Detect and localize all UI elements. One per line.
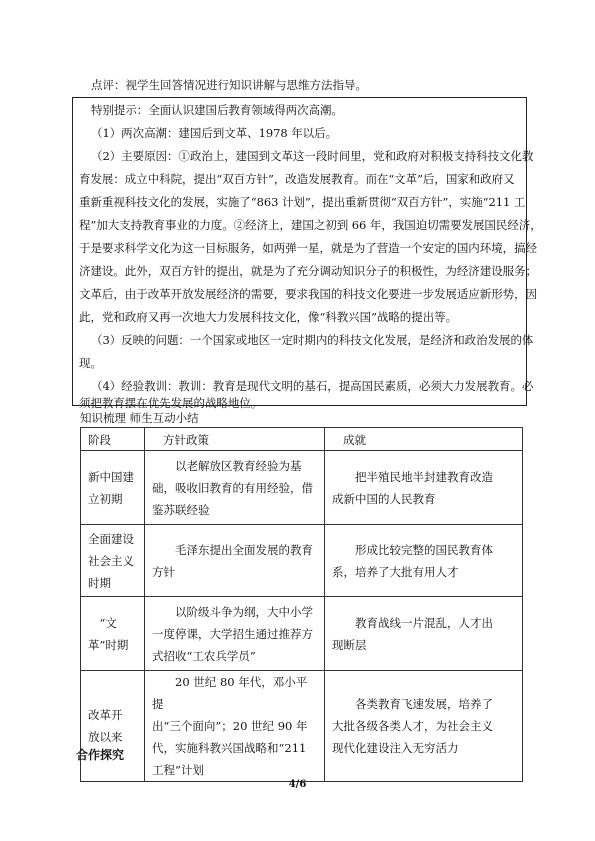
tip-line: 此，党和政府又再一次地大力发展科技文化，像“科教兴国”战略的提出等。 <box>79 310 458 324</box>
achievement-text: 教育战线一片混乱，人才出 现断层 <box>332 615 493 652</box>
policy-cell <box>145 451 325 525</box>
tip-line: 文革后，由于改革开放发展经济的需要，要求我国的科技文化要进一步发展适应新形势，因 <box>79 287 537 301</box>
header-stage: 阶段 <box>81 428 145 451</box>
achievement-text: 形成比较完整的国民教育体 系，培养了大批有用人才 <box>332 542 493 579</box>
stage-cell <box>81 597 145 671</box>
tip-line: 育发展：成立中科院，提出“双百方针”，改造发展教育。而在“文革”后，国家和政府又 <box>79 172 515 186</box>
policy-cell <box>145 597 325 671</box>
header-achievement: 成就 <box>325 428 523 451</box>
tip-line: 现。 <box>79 356 102 370</box>
tip-line: （3）反映的问题：一个国家或地区一定时期内的科技文化发展，是经济和政治发展的体 <box>91 333 534 347</box>
policy-text: 20 世纪 80 年代，邓小平提 出“三个面向”；20 世纪 90 年 代，实施科教兴国战略和“211 工程”计划 <box>152 675 308 777</box>
policy-cell <box>145 671 325 782</box>
tip-line: 济建设。此外，双百方针的提出，就是为了充分调动知识分子的积极性，为经济建设服务； <box>79 264 537 278</box>
tip-line: （1）两次高潮：建国后到文革、1978 年以后。 <box>91 126 338 140</box>
comment-line: 点评：视学生回答情况进行知识讲解与思维方法指导。 <box>91 78 367 92</box>
policy-cell <box>145 525 325 597</box>
policy-text: 以阶级斗争为纲，大中小学 一度停课，大学招生通过推荐方 式招收“工农兵学员” <box>152 604 313 663</box>
page-number: 4/6 <box>288 779 307 790</box>
stage-cell <box>81 451 145 525</box>
tip-line: 于是要求科学文化为这一目标服务，如两弹一星，就是为了营造一个安定的国内环境，搞经 <box>79 241 537 255</box>
stage-text: 改革开 放以来 <box>88 708 123 744</box>
tip-line: 特别提示：全面认识建国后教育领域得两次高潮。 <box>91 103 343 117</box>
tip-line: 重新重视科技文化的发展，实施了“863 计划”，提出重新贯彻“双百方针”，实施“211 工 <box>79 195 526 209</box>
tip-line: （4）经验教训：教训：教育是现代文明的基石，提高国民素质，必须大力发展教育。必 <box>91 379 534 393</box>
stage-text: 全面建设 社会主义 时期 <box>88 531 134 590</box>
achievement-text: 把半殖民地半封建教育改造 成新中国的人民教育 <box>332 469 493 506</box>
policy-text: 以老解放区教育经验为基 础，吸收旧教育的有用经验，借 鉴苏联经验 <box>152 458 313 517</box>
achievement-cell <box>325 671 523 782</box>
table-row <box>81 451 523 525</box>
tip-line: 程”加大支持教育事业的力度。②经济上，建国之初到 66 年，我国迫切需要发展国民经济， <box>79 218 542 232</box>
achievement-cell <box>325 451 523 525</box>
table-row <box>81 671 523 782</box>
stage-text: 新中国建 立初期 <box>88 469 134 506</box>
achievement-cell <box>325 525 523 597</box>
stage-cell <box>81 671 145 782</box>
stage-cell <box>81 525 145 597</box>
tip-line: （2）主要原因：①政治上，建国到文革这一段时间里，党和政府对积极支持科技文化教 <box>91 149 534 163</box>
achievement-text: 各类教育飞速发展，培养了 大批各级各类人才，为社会主义 现代化建设注入无穷活力 <box>332 697 493 755</box>
table-row <box>81 597 523 671</box>
header-policy: 方针政策 <box>145 428 325 451</box>
table-row <box>81 525 523 597</box>
tip-line: 须把教育摆在优先发展的战略地位。 <box>79 396 263 410</box>
summary-table <box>80 427 523 782</box>
table-caption: 知识梳理 师生互动小结 <box>80 411 199 425</box>
achievement-cell <box>325 597 523 671</box>
stage-text: “文 革”时期 <box>88 615 129 652</box>
policy-text: 毛泽东提出全面发展的教育 方针 <box>152 542 313 579</box>
section-heading: 合作探究 <box>76 748 125 762</box>
table-header-row <box>81 428 523 451</box>
